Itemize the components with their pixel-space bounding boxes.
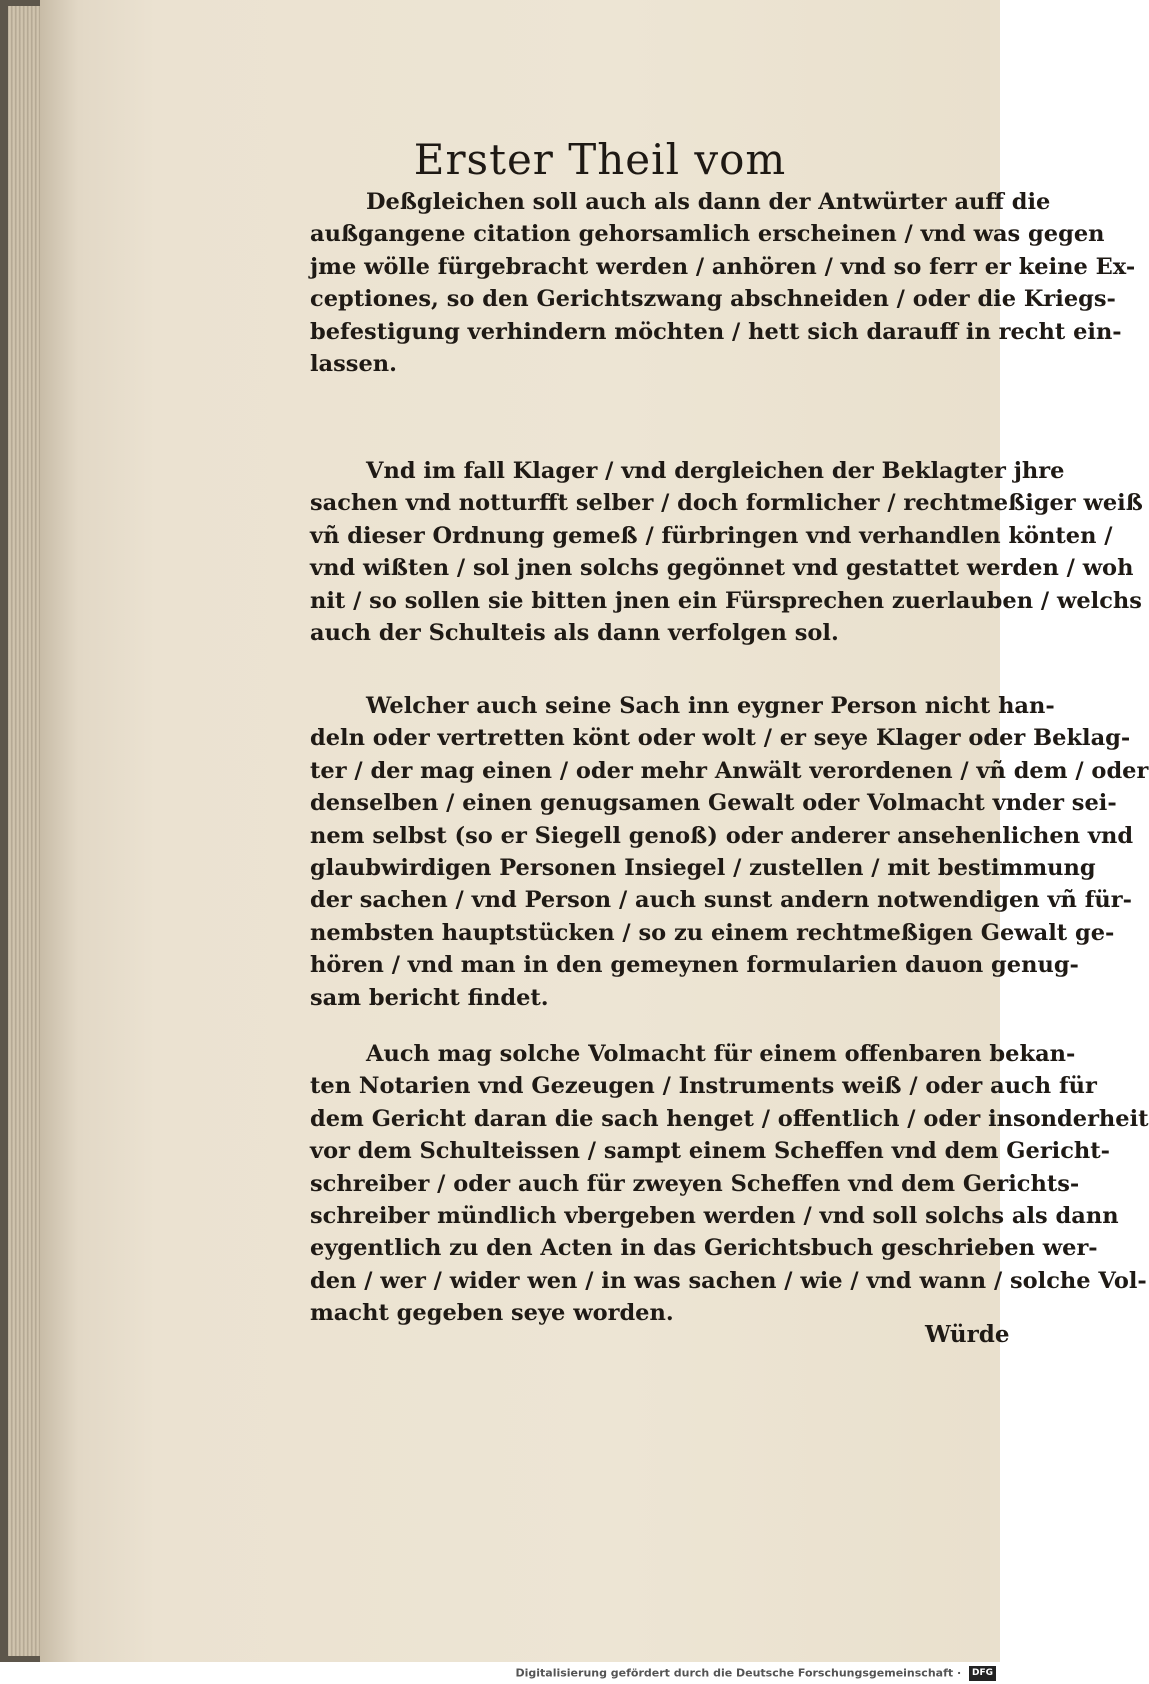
text-line: glaubwirdigen Personen Insiegel / zustellen / mit bestimmung [310,855,1096,882]
book-page [40,0,1149,1662]
text-line: Auch mag solche Volmacht für einem offenbaren bekan- [366,1041,1076,1067]
text-line: dem Gericht daran die sach henget / offentlich / oder insonderheit [310,1105,1149,1132]
paragraph-3 [310,690,1149,1014]
catchword: Würde [925,1321,1010,1348]
text-line: sachen vnd notturfft selber / doch formlicher / rechtmeßiger weiß [310,490,1143,517]
paragraph-1 [310,186,1136,380]
text-line: deln oder vertretten könt oder wolt / er seye Klager oder Beklag- [310,725,1131,752]
text-line: lassen. [310,351,397,378]
text-line: hören / vnd man in den gemeynen formularien dauon genug- [310,952,1079,979]
text-line: vor dem Schulteissen / sampt einem Scheffen vnd dem Gericht- [310,1138,1111,1165]
text-line: auch der Schulteis als dann verfolgen sol. [310,620,839,647]
text-line: schreiber mündlich vbergeben werden / vnd soll solchs als dann [310,1203,1119,1230]
text-line: jme wölle fürgebracht werden / anhören / vnd so ferr er keine Ex- [310,253,1136,280]
text-line: den / wer / wider wen / in was sachen / wie / vnd wann / solche Vol- [310,1267,1147,1294]
text-line: der sachen / vnd Person / auch sunst andern notwendigen vñ für- [310,887,1132,914]
text-line: vñ dieser Ordnung gemeß / fürbringen vnd verhandlen könten / [310,522,1113,549]
text-line: nit / so sollen sie bitten jnen ein Fürsprechen zuerlauben / welchs [310,587,1142,614]
running-header: Erster Theil vom [413,135,787,184]
dfg-logo-icon: DFG [969,1666,996,1681]
text-line: schreiber / oder auch für zweyen Scheffen vnd dem Gerichts- [310,1170,1080,1197]
text-line: ten Notarien vnd Gezeugen / Instruments weiß / oder auch für [310,1073,1097,1100]
text-line: denselben / einen genugsamen Gewalt oder Volmacht vnder sei- [310,790,1117,817]
text-line: ceptiones, so den Gerichtszwang abschneiden / oder die Kriegs- [310,286,1116,313]
text-line: außgangene citation gehorsamlich erscheinen / vnd was gegen [310,221,1105,248]
footer-credit: Digitalisierung gefördert durch die Deutsche Forschungsgemeinschaft · [515,1666,962,1680]
text-line: macht gegeben seye worden. [310,1300,674,1327]
text-line: nem selbst (so er Siegell genoß) oder anderer ansehenlichen vnd [310,822,1134,849]
text-line: ter / der mag einen / oder mehr Anwält verordenen / vñ dem / oder [310,757,1149,784]
text-line: Welcher auch seine Sach inn eygner Person nicht han- [366,693,1055,719]
text-line: vnd wißten / sol jnen solchs gegönnet vnd gestattet werden / woh [310,555,1134,582]
text-line: sam bericht findet. [310,984,549,1011]
text-line: eygentlich zu den Acten in das Gerichtsbuch geschrieben wer- [310,1235,1098,1262]
text-line: Vnd im fall Klager / vnd dergleichen der Beklagter jhre [366,458,1065,484]
digitization-footer [0,1662,1000,1683]
text-line: nembsten hauptstücken / so zu einem rechtmeßigen Gewalt ge- [310,919,1115,946]
text-line: befestigung verhindern möchten / hett sich darauff in recht ein- [310,318,1122,345]
paragraph-4 [310,1038,1149,1330]
paragraph-2 [310,455,1143,649]
text-line: Deßgleichen soll auch als dann der Antwürter auff die [366,189,1051,215]
